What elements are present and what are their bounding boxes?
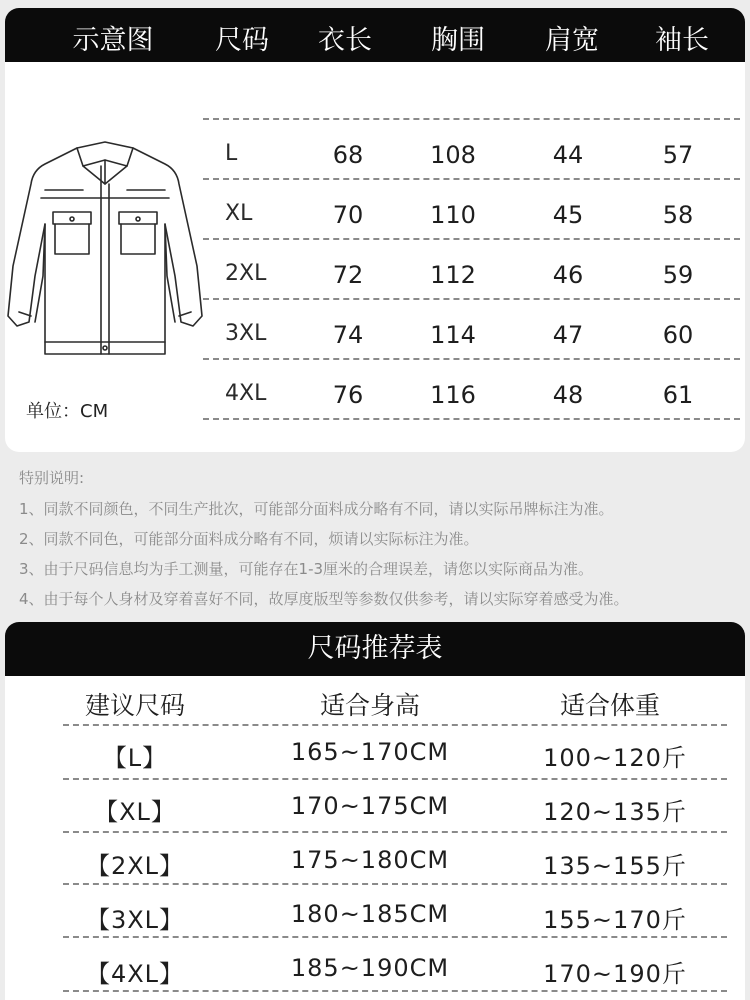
row-divider xyxy=(203,118,740,120)
row-divider xyxy=(63,990,727,992)
note-item: 1、同款不同颜色，不同生产批次，可能部分面料成分略有不同，请以实际吊牌标注为准。 xyxy=(19,500,614,518)
rec-size: 【L】 xyxy=(102,744,168,772)
sleeve-cell: 58 xyxy=(662,201,694,229)
header-shoulder: 肩宽 xyxy=(545,25,599,56)
shoulder-cell: 45 xyxy=(552,201,584,229)
size-row-3xl xyxy=(203,303,740,363)
note-item: 2、同款不同色，可能部分面料成分略有不同，烦请以实际标注为准。 xyxy=(19,530,479,548)
rec-size: 【XL】 xyxy=(94,798,176,826)
size-row-2xl xyxy=(203,243,740,303)
chest-cell: 110 xyxy=(430,201,476,229)
header-fit-height: 适合身高 xyxy=(319,691,420,720)
size-cell: 2XL xyxy=(225,261,267,286)
jacket-icon xyxy=(5,136,215,368)
notes-title: 特别说明: xyxy=(19,469,85,487)
header-diagram: 示意图 xyxy=(72,25,154,56)
row-divider xyxy=(63,724,727,726)
rec-height: 175~180CM xyxy=(290,846,450,874)
size-row-l xyxy=(203,123,740,183)
rec-height: 165~170CM xyxy=(290,738,450,766)
length-cell: 70 xyxy=(332,201,364,229)
rec-weight: 155~170斤 xyxy=(543,906,687,934)
chest-cell: 112 xyxy=(430,261,476,289)
size-cell: 4XL xyxy=(225,381,267,406)
row-divider xyxy=(63,831,727,833)
recommend-row xyxy=(5,782,745,834)
shoulder-cell: 44 xyxy=(552,141,584,169)
rec-size: 【2XL】 xyxy=(85,852,185,880)
recommend-row xyxy=(5,728,745,780)
header-fit-weight: 适合体重 xyxy=(559,691,660,720)
note-item: 4、由于每个人身材及穿着喜好不同，故厚度版型等参数仅供参考，请以实际穿着感受为准。 xyxy=(19,590,629,608)
size-chart-header xyxy=(5,8,745,62)
header-sleeve: 袖长 xyxy=(655,25,709,56)
recommend-row xyxy=(5,836,745,888)
sleeve-cell: 60 xyxy=(662,321,694,349)
shoulder-cell: 46 xyxy=(552,261,584,289)
row-divider xyxy=(63,883,727,885)
header-suggested-size: 建议尺码 xyxy=(84,691,185,720)
rec-weight: 120~135斤 xyxy=(543,798,687,826)
size-recommend-card xyxy=(5,622,745,1000)
size-row-xl xyxy=(203,183,740,243)
sleeve-cell: 57 xyxy=(662,141,694,169)
length-cell: 72 xyxy=(332,261,364,289)
rec-size: 【3XL】 xyxy=(85,906,185,934)
unit-label: 单位：CM xyxy=(26,401,109,422)
recommend-title: 尺码推荐表 xyxy=(5,622,745,676)
rec-weight: 135~155斤 xyxy=(543,852,687,880)
recommend-row xyxy=(5,890,745,942)
size-row-4xl xyxy=(203,363,740,423)
row-divider xyxy=(63,778,727,780)
length-cell: 76 xyxy=(332,381,364,409)
chest-cell: 114 xyxy=(430,321,476,349)
length-cell: 68 xyxy=(332,141,364,169)
shoulder-cell: 48 xyxy=(552,381,584,409)
rec-size: 【4XL】 xyxy=(85,960,185,988)
chest-cell: 108 xyxy=(430,141,476,169)
rec-height: 170~175CM xyxy=(290,792,450,820)
header-size: 尺码 xyxy=(215,25,269,56)
header-chest: 胸围 xyxy=(431,25,485,56)
header-length: 衣长 xyxy=(318,25,372,56)
shoulder-cell: 47 xyxy=(552,321,584,349)
rec-height: 185~190CM xyxy=(290,954,450,982)
size-cell: L xyxy=(225,141,238,166)
size-cell: 3XL xyxy=(225,321,267,346)
chest-cell: 116 xyxy=(430,381,476,409)
length-cell: 74 xyxy=(332,321,364,349)
recommend-row xyxy=(5,944,745,996)
rec-weight: 170~190斤 xyxy=(543,960,687,988)
size-cell: XL xyxy=(225,201,253,226)
note-item: 3、由于尺码信息均为手工测量，可能存在1-3厘米的合理误差，请您以实际商品为准。 xyxy=(19,560,594,578)
row-divider xyxy=(63,936,727,938)
rec-weight: 100~120斤 xyxy=(543,744,687,772)
rec-height: 180~185CM xyxy=(290,900,450,928)
sleeve-cell: 61 xyxy=(662,381,694,409)
sleeve-cell: 59 xyxy=(662,261,694,289)
